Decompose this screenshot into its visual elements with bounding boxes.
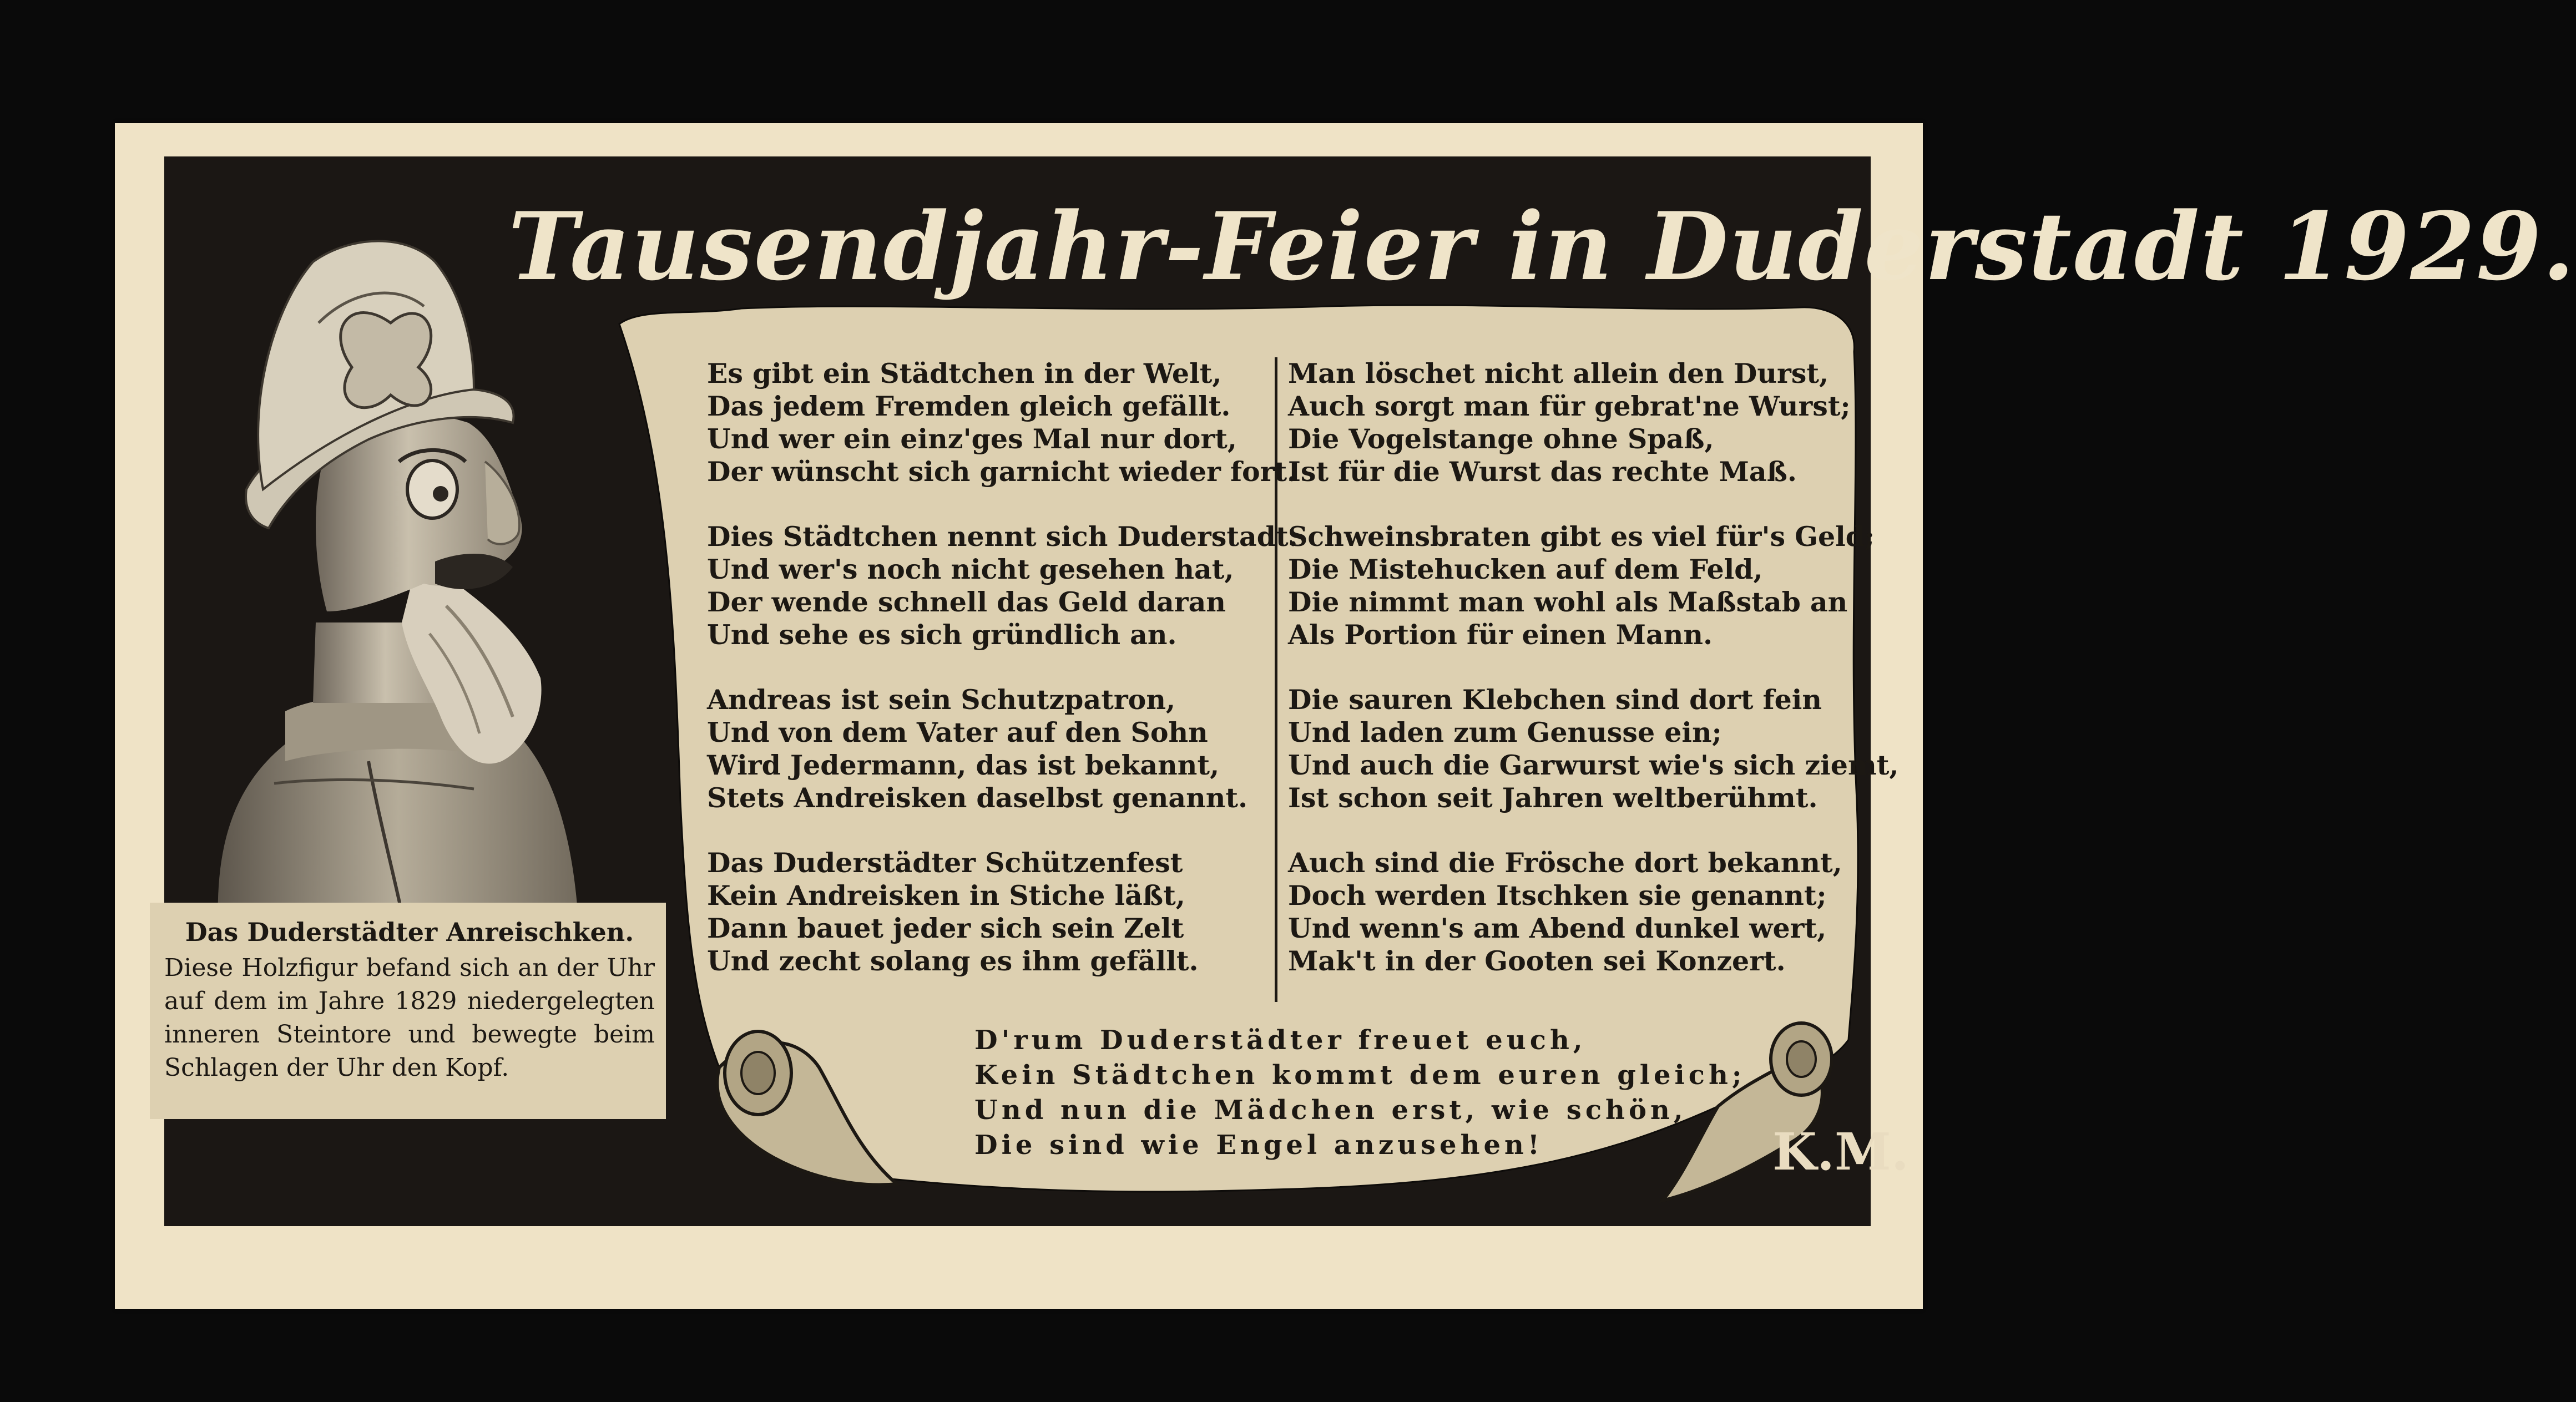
stanza <box>1288 357 1876 488</box>
black-panel <box>164 156 2576 1226</box>
verse-line: Und nun die Mädchen erst, wie schön, <box>974 1095 1687 1126</box>
verse-line: Wird Jedermann, das ist bekannt, <box>707 749 1220 781</box>
verse-line: Ist schon seit Jahren weltberühmt. <box>1288 782 1818 814</box>
verse-line: Und wer's noch nicht gesehen hat, <box>707 553 1234 585</box>
verse-line: Der wende schnell das Geld daran <box>707 586 1226 618</box>
verse-line: Die nimmt man wohl als Maßstab an <box>1288 586 1848 618</box>
verse-line: Die sind wie Engel anzusehen! <box>974 1130 1543 1161</box>
verse-line: Als Portion für einen Mann. <box>1288 619 1713 651</box>
verse-line: Und wenn's am Abend dunkel wert, <box>1288 912 1827 944</box>
caption-text: Diese Holzfigur befand sich an der Uhr auf dem im Jahre 1829 niedergelegten inneren Steintore und bewegte beim Schlagen der Uhr den Kopf. <box>164 954 655 1082</box>
final-stanza <box>974 1023 1751 1163</box>
verse-line: Schweinsbraten gibt es viel für's Geld; <box>1288 520 1875 553</box>
verse-line: Dies Städtchen nennt sich Duderstadt. <box>707 520 1298 553</box>
verse-line: Und zecht solang es ihm gefällt. <box>707 945 1199 977</box>
stanza <box>1288 847 1876 978</box>
artist-signature: K.M. <box>1772 1122 1909 1182</box>
verse-line: Mak't in der Gooten sei Konzert. <box>1288 945 1786 977</box>
verse-line: Doch werden Itschken sie genannt; <box>1288 879 1827 912</box>
verse-line: Das Duderstädter Schützenfest <box>707 847 1183 879</box>
poem-left-column <box>707 357 1298 1010</box>
verse-line: Es gibt ein Städtchen in der Welt, <box>707 357 1222 389</box>
verse-line: Und sehe es sich gründlich an. <box>707 619 1177 651</box>
caption-title: Das Duderstädter Anreischken. <box>185 917 634 947</box>
verse-line: Kein Städtchen kommt dem euren gleich; <box>974 1060 1746 1091</box>
verse-line: Andreas ist sein Schutzpatron, <box>707 684 1176 716</box>
verse-line: Auch sind die Frösche dort bekannt, <box>1288 847 1842 879</box>
stanza <box>707 520 1298 651</box>
verse-line: Man löschet nicht allein den Durst, <box>1288 357 1829 389</box>
verse-line: Und wer ein einz'ges Mal nur dort, <box>707 423 1237 455</box>
wooden-figure-illustration <box>185 201 607 953</box>
verse-line: Die Vogelstange ohne Spaß, <box>1288 423 1714 455</box>
stanza <box>1288 684 1899 814</box>
verse-line: Das jedem Fremden gleich gefällt. <box>707 390 1231 422</box>
stanza <box>707 847 1295 978</box>
verse-line: Und laden zum Genusse ein; <box>1288 716 1722 748</box>
stanza <box>707 684 1295 814</box>
figure-caption <box>150 903 666 1119</box>
stanza <box>1288 520 1876 651</box>
verse-line: Kein Andreisken in Stiche läßt, <box>707 879 1185 912</box>
postcard-title: Tausendjahr-Feier in Duderstadt 1929. <box>508 191 2576 301</box>
stanza <box>707 357 1295 488</box>
postcard <box>115 123 2576 1309</box>
parchment-scroll <box>608 302 1899 1217</box>
verse-line: Und von dem Vater auf den Sohn <box>707 716 1208 748</box>
verse-line: D'rum Duderstädter freuet euch, <box>974 1025 1587 1056</box>
verse-line: Ist für die Wurst das rechte Maß. <box>1288 455 1797 488</box>
poem-right-column <box>1288 357 1899 1010</box>
verse-line: Dann bauet jeder sich sein Zelt <box>707 912 1184 944</box>
verse-line: Auch sorgt man für gebrat'ne Wurst; <box>1288 390 1851 422</box>
verse-line: Die sauren Klebchen sind dort fein <box>1288 684 1822 716</box>
verse-line: Der wünscht sich garnicht wieder fort. <box>707 455 1297 488</box>
verse-line: Die Mistehucken auf dem Feld, <box>1288 553 1763 585</box>
verse-line: Und auch die Garwurst wie's sich ziemt, <box>1288 749 1899 781</box>
verse-line: Stets Andreisken daselbst genannt. <box>707 782 1248 814</box>
